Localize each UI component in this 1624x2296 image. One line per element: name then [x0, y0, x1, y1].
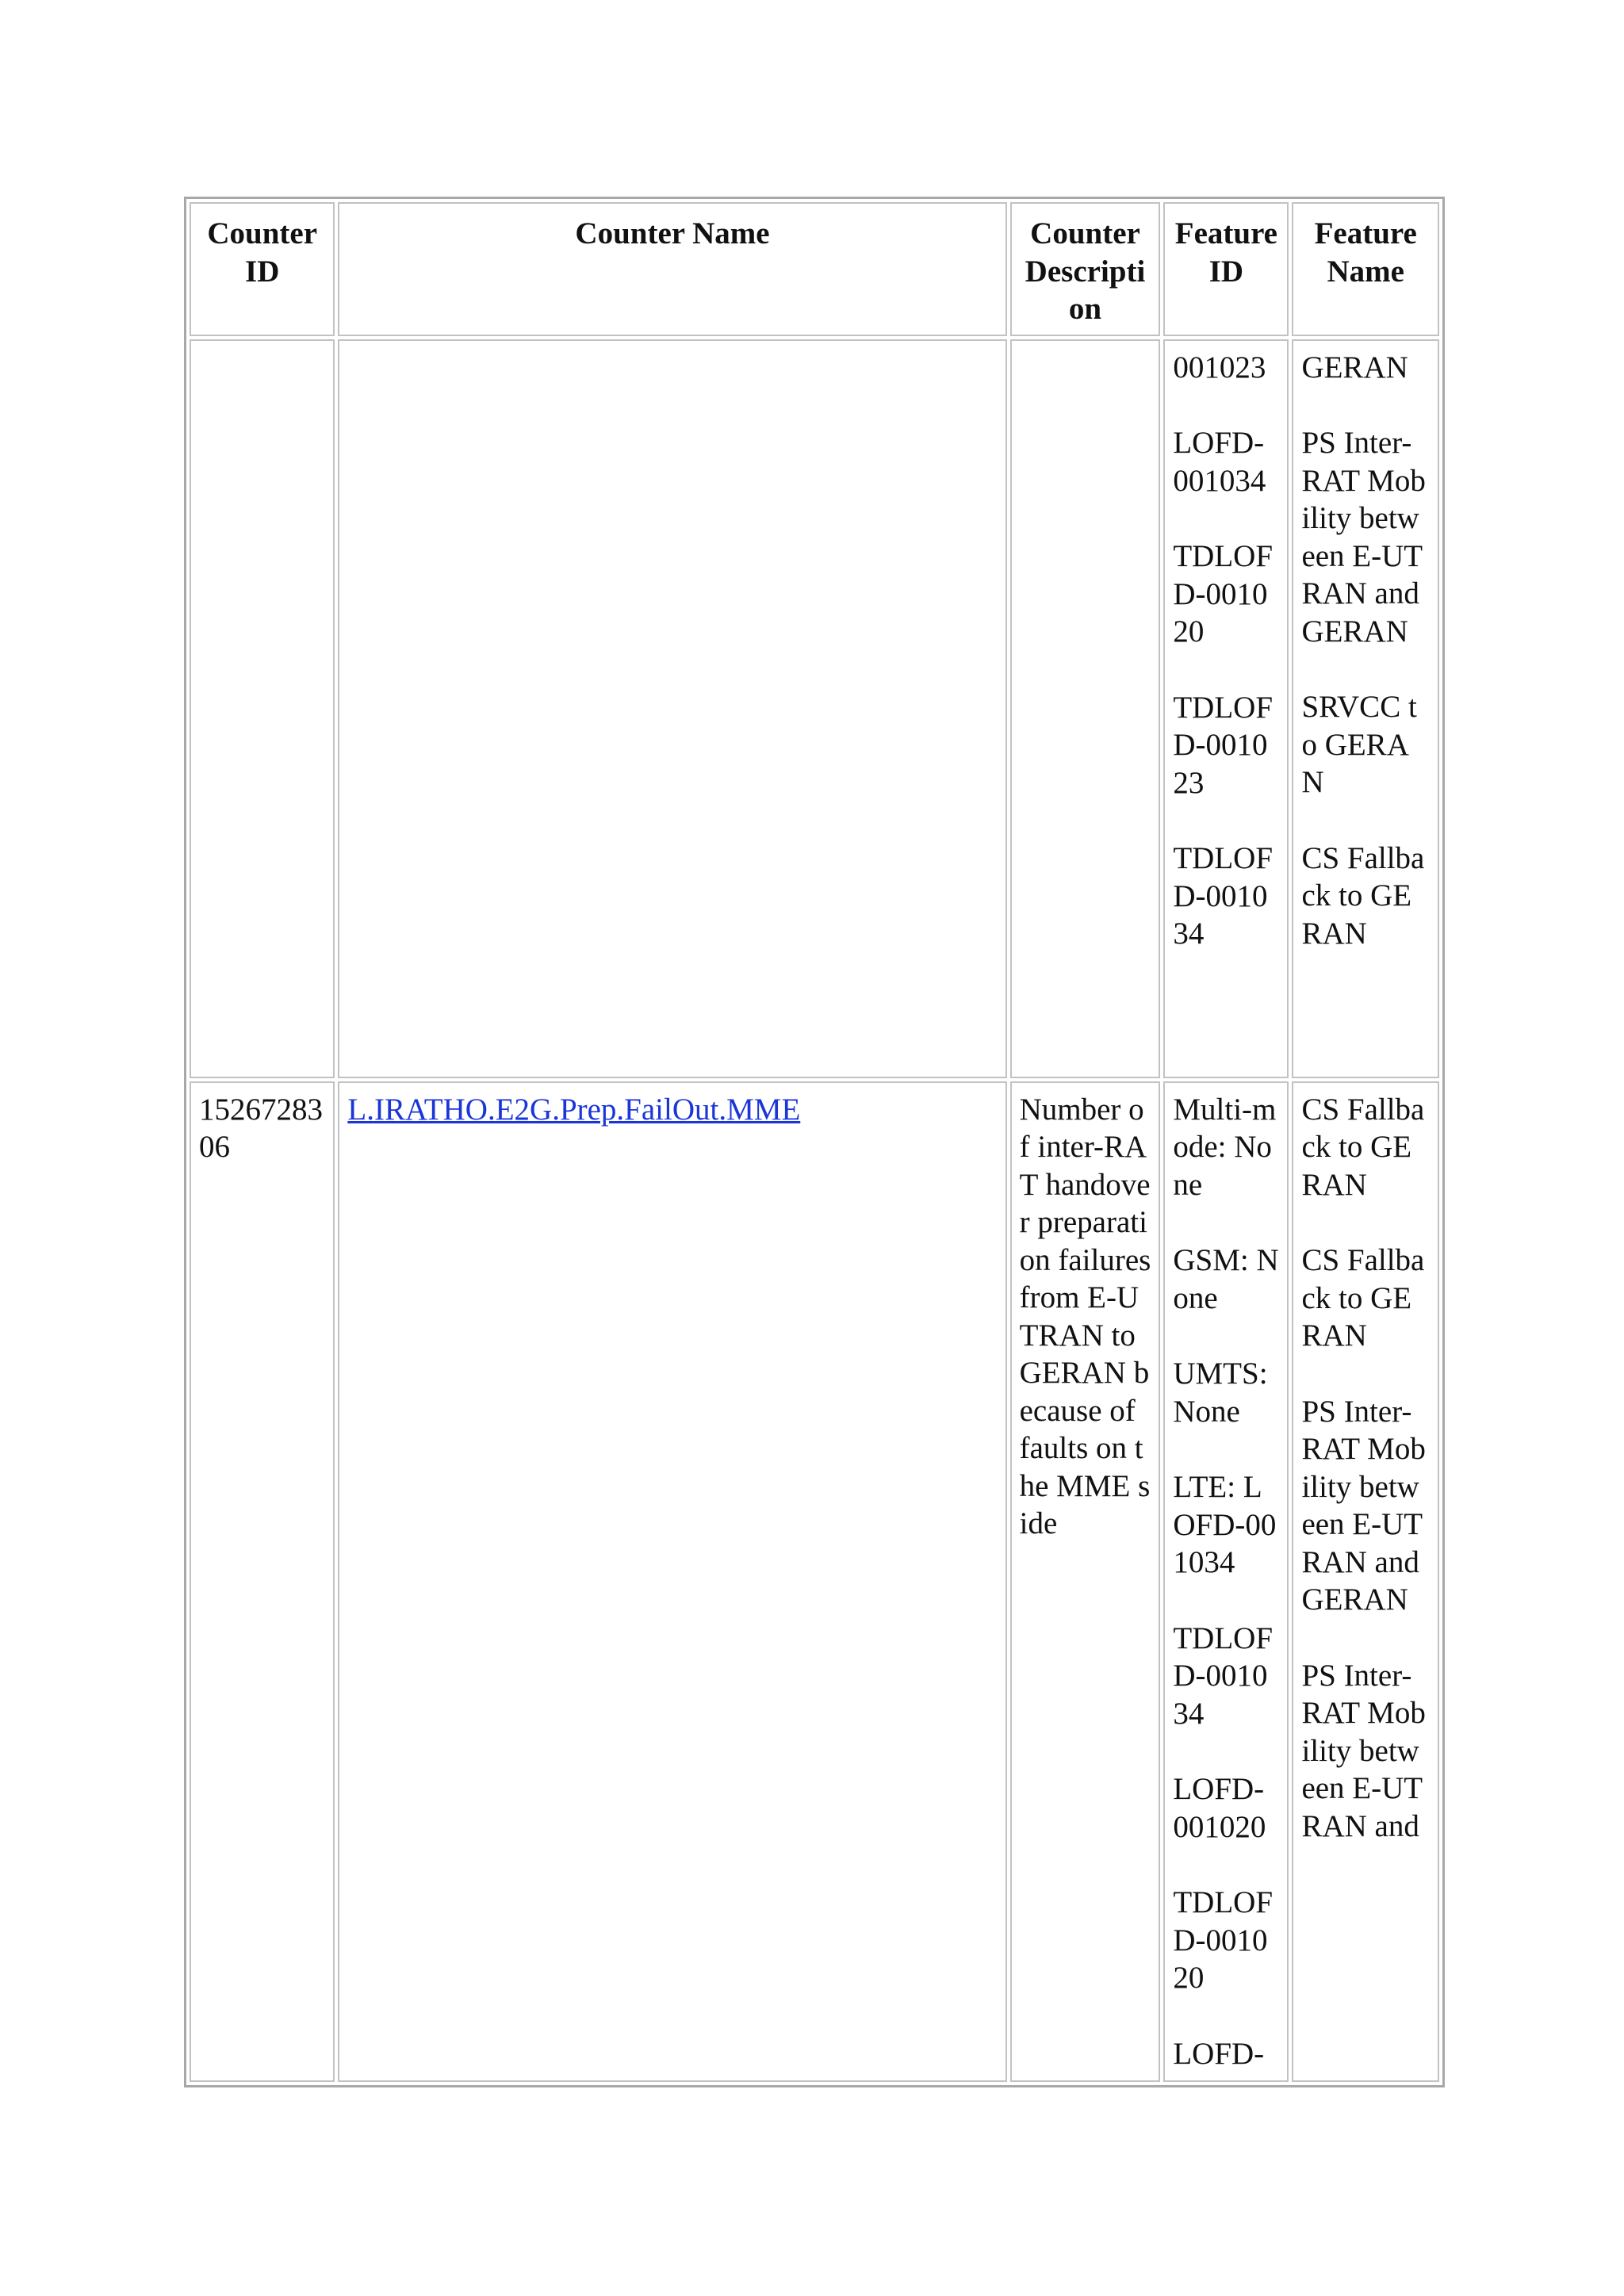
cell-counter-description: Number of inter-RAT handover preparation failures from E-UTRAN to GERAN because of faults on the MME side: [1010, 1081, 1161, 2082]
feature-name-entry: GERAN: [1301, 350, 1408, 385]
header-feature-id: Feature ID: [1163, 202, 1289, 336]
table-row: [190, 1081, 1439, 2082]
cell-feature-names: [1292, 339, 1439, 1078]
feature-name-entry: CS Fallback to GERAN: [1301, 1243, 1425, 1353]
header-counter-id: Counter ID: [190, 202, 335, 336]
header-counter-description: Counter Description: [1010, 202, 1161, 336]
cell-description-empty: [1010, 339, 1161, 1078]
feature-name-entry: SRVCC to GERAN: [1301, 690, 1417, 799]
feature-name-entry: PS Inter-RAT Mobility between E-UTRAN and GERAN: [1301, 426, 1426, 649]
feature-name-entry: PS Inter-RAT Mobility between E-UTRAN and: [1301, 1658, 1426, 1843]
cell-feature-names: [1292, 1081, 1439, 2082]
cell-counter-id-empty: [190, 339, 335, 1078]
feature-id-entry: UMTS: None: [1173, 1357, 1268, 1429]
feature-id-entry: TDLOFD-001020: [1173, 1885, 1274, 1995]
counter-table: [184, 197, 1445, 2087]
cell-counter-name: [338, 1081, 1006, 2082]
feature-id-entry: LTE: LOFD-001034: [1173, 1470, 1277, 1579]
feature-id-entry: TDLOFD-001034: [1173, 841, 1274, 951]
table-row-continued: [190, 339, 1439, 1078]
feature-id-entry: LOFD-001034: [1173, 426, 1266, 498]
feature-id-entry: LOFD-001020: [1173, 1772, 1266, 1844]
feature-id-entry: LOFD-: [1173, 2036, 1265, 2071]
feature-id-entry: GSM: None: [1173, 1243, 1279, 1315]
feature-id-entry: TDLOFD-001023: [1173, 690, 1274, 800]
feature-name-entry: CS Fallback to GERAN: [1301, 1092, 1425, 1202]
cell-feature-ids: [1163, 1081, 1289, 2082]
feature-name-entry: CS Fallback to GERAN: [1301, 840, 1425, 951]
feature-name-entry: PS Inter-RAT Mobility between E-UTRAN and GERAN: [1301, 1394, 1426, 1617]
feature-id-entry: TDLOFD-001020: [1173, 539, 1274, 649]
header-feature-name: Feature Name: [1292, 202, 1439, 336]
feature-id-entry: Multi-mode: None: [1173, 1092, 1277, 1202]
header-counter-name: Counter Name: [338, 202, 1006, 336]
feature-id-entry: 001023: [1173, 350, 1266, 385]
feature-id-entry: TDLOFD-001034: [1173, 1621, 1274, 1731]
cell-counter-id: 1526728306: [190, 1081, 335, 2082]
cell-feature-ids: [1163, 339, 1289, 1078]
table-header-row: [190, 202, 1439, 336]
counter-name-link[interactable]: L.IRATHO.E2G.Prep.FailOut.MME: [347, 1092, 801, 1127]
cell-counter-name-empty: [338, 339, 1006, 1078]
